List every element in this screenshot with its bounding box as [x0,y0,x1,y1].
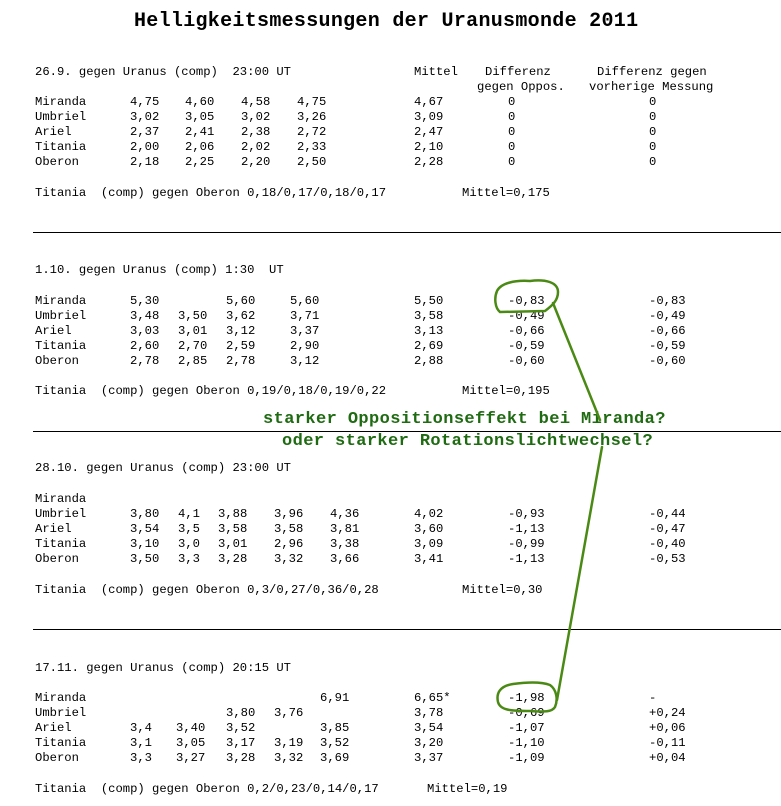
comp-line: Titania (comp) gegen Oberon 0,3/0,27/0,36/0,28 [35,583,379,597]
measurement-value: 2,78 [130,354,160,368]
measurement-value: 3,28 [226,751,256,765]
moon-name: Ariel [35,125,72,139]
annotation-line-1: starker Oppositionseffekt bei Miranda? [263,410,666,429]
diff-oppos-value: 0 [508,95,516,109]
col-header-diff-prev-1: Differenz gegen [597,65,707,79]
mittel-value: 2,88 [414,354,444,368]
diff-prev-value: -0,49 [649,309,686,323]
measurement-value: 2,37 [130,125,160,139]
measurement-value: 4,36 [330,507,360,521]
measurement-value: 3,02 [241,110,271,124]
measurement-value: 4,75 [130,95,160,109]
moon-name: Titania [35,339,87,353]
measurement-value: 2,25 [185,155,215,169]
moon-name: Titania [35,140,87,154]
moon-name: Titania [35,537,87,551]
measurement-value: 2,59 [226,339,256,353]
measurement-value: 3,05 [185,110,215,124]
measurement-value: 3,88 [218,507,248,521]
measurement-value: 3,01 [178,324,208,338]
measurement-value: 4,58 [241,95,271,109]
diff-oppos-value: -0,93 [508,507,545,521]
diff-oppos-value: -0,83 [508,294,545,308]
mittel-value: 4,67 [414,95,444,109]
diff-oppos-value: -0,69 [508,706,545,720]
diff-prev-value: -0,59 [649,339,686,353]
diff-oppos-value: 0 [508,125,516,139]
diff-prev-value: +0,24 [649,706,686,720]
diff-prev-value: -0,40 [649,537,686,551]
measurement-value: 3,27 [176,751,206,765]
diff-oppos-value: -0,60 [508,354,545,368]
comp-mittel: Mittel=0,175 [462,186,550,200]
measurement-value: 3,76 [274,706,304,720]
section-header: 17.11. gegen Uranus (comp) 20:15 UT [35,661,291,675]
mittel-value: 2,28 [414,155,444,169]
moon-name: Oberon [35,354,79,368]
mittel-value: 3,13 [414,324,444,338]
section-header: 26.9. gegen Uranus (comp) 23:00 UT [35,65,291,79]
mittel-value: 3,09 [414,110,444,124]
mittel-value: 2,47 [414,125,444,139]
measurement-value: 5,60 [226,294,256,308]
measurement-value: 3,03 [130,324,160,338]
measurement-value: 5,60 [290,294,320,308]
measurement-value: 3,19 [274,736,304,750]
diff-oppos-value: -1,10 [508,736,545,750]
measurement-value: 2,72 [297,125,327,139]
diff-prev-value: +0,04 [649,751,686,765]
mittel-value: 3,60 [414,522,444,536]
comp-line: Titania (comp) gegen Oberon 0,18/0,17/0,18/0,17 [35,186,387,200]
moon-name: Oberon [35,155,79,169]
section-header: 28.10. gegen Uranus (comp) 23:00 UT [35,461,291,475]
diff-oppos-value: -0,66 [508,324,545,338]
diff-oppos-value: -0,59 [508,339,545,353]
measurement-value: 2,96 [274,537,304,551]
measurement-value: 3,26 [297,110,327,124]
measurement-value: 3,96 [274,507,304,521]
measurement-value: 2,60 [130,339,160,353]
measurement-value: 3,37 [290,324,320,338]
measurement-value: 5,30 [130,294,160,308]
diff-prev-value: -0,66 [649,324,686,338]
measurement-value: 3,01 [218,537,248,551]
diff-prev-value: 0 [649,155,657,169]
moon-name: Umbriel [35,110,87,124]
moon-name: Oberon [35,552,79,566]
moon-name: Miranda [35,691,87,705]
measurement-value: 2,06 [185,140,215,154]
measurement-value: 3,52 [226,721,256,735]
diff-oppos-value: -0,99 [508,537,545,551]
moon-name: Umbriel [35,507,87,521]
mittel-value: 3,58 [414,309,444,323]
moon-name: Miranda [35,492,87,506]
measurement-value: 3,5 [178,522,200,536]
diff-oppos-value: -1,13 [508,552,545,566]
measurement-value: 3,10 [130,537,160,551]
measurement-value: 2,50 [297,155,327,169]
measurement-value: 6,91 [320,691,350,705]
diff-oppos-value: -1,13 [508,522,545,536]
moon-name: Ariel [35,721,72,735]
measurement-value: 3,40 [176,721,206,735]
measurement-value: 3,62 [226,309,256,323]
col-header-mittel: Mittel [414,65,458,79]
measurement-value: 2,18 [130,155,160,169]
measurement-value: 3,3 [130,751,152,765]
measurement-value: 3,69 [320,751,350,765]
measurement-value: 3,52 [320,736,350,750]
measurement-value: 2,33 [297,140,327,154]
moon-name: Oberon [35,751,79,765]
section-divider [33,629,781,630]
comp-line: Titania (comp) gegen Oberon 0,2/0,23/0,14/0,17 [35,782,379,796]
measurement-value: 3,80 [226,706,256,720]
measurement-value: 3,66 [330,552,360,566]
diff-prev-value: - [649,691,657,705]
mittel-value: 3,37 [414,751,444,765]
diff-prev-value: +0,06 [649,721,686,735]
measurement-value: 2,41 [185,125,215,139]
mittel-value: 3,54 [414,721,444,735]
mittel-value: 2,10 [414,140,444,154]
measurement-value: 2,00 [130,140,160,154]
moon-name: Ariel [35,522,72,536]
diff-prev-value: -0,83 [649,294,686,308]
page-title: Helligkeitsmessungen der Uranusmonde 2011 [134,10,639,33]
diff-oppos-value: 0 [508,155,516,169]
diff-prev-value: -0,44 [649,507,686,521]
arrow-line-icon [557,447,602,700]
measurement-value: 2,20 [241,155,271,169]
diff-prev-value: -0,47 [649,522,686,536]
measurement-value: 4,1 [178,507,200,521]
diff-prev-value: 0 [649,95,657,109]
mittel-value: 2,69 [414,339,444,353]
measurement-value: 3,48 [130,309,160,323]
measurement-value: 3,38 [330,537,360,551]
measurement-value: 3,32 [274,751,304,765]
col-header-diff-oppos-1: Differenz [485,65,551,79]
measurement-value: 4,60 [185,95,215,109]
measurement-value: 3,58 [274,522,304,536]
diff-prev-value: -0,53 [649,552,686,566]
measurement-value: 3,0 [178,537,200,551]
measurement-value: 2,78 [226,354,256,368]
diff-oppos-value: -0,49 [508,309,545,323]
measurement-value: 3,4 [130,721,152,735]
col-header-diff-prev-2: vorherige Messung [589,80,714,94]
section-header: 1.10. gegen Uranus (comp) 1:30 UT [35,263,284,277]
arrow-line-icon [553,303,600,420]
mittel-value: 6,65* [414,691,451,705]
mittel-value: 3,09 [414,537,444,551]
measurement-value: 3,02 [130,110,160,124]
measurement-value: 3,50 [130,552,160,566]
moon-name: Umbriel [35,309,87,323]
measurement-value: 3,58 [218,522,248,536]
measurement-value: 3,28 [218,552,248,566]
diff-prev-value: -0,11 [649,736,686,750]
measurement-value: 2,38 [241,125,271,139]
measurement-value: 2,02 [241,140,271,154]
measurement-value: 3,12 [290,354,320,368]
mittel-value: 5,50 [414,294,444,308]
moon-name: Ariel [35,324,72,338]
comp-mittel: Mittel=0,195 [462,384,550,398]
measurement-value: 3,12 [226,324,256,338]
comp-mittel: Mittel=0,30 [462,583,543,597]
measurement-value: 4,75 [297,95,327,109]
comp-line: Titania (comp) gegen Oberon 0,19/0,18/0,19/0,22 [35,384,387,398]
measurement-value: 2,70 [178,339,208,353]
mittel-value: 4,02 [414,507,444,521]
measurement-value: 3,80 [130,507,160,521]
diff-prev-value: -0,60 [649,354,686,368]
measurement-value: 3,85 [320,721,350,735]
moon-name: Miranda [35,95,87,109]
col-header-diff-oppos-2: gegen Oppos. [477,80,565,94]
measurement-value: 3,54 [130,522,160,536]
measurement-value: 3,32 [274,552,304,566]
diff-prev-value: 0 [649,110,657,124]
diff-prev-value: 0 [649,140,657,154]
mittel-value: 3,20 [414,736,444,750]
measurement-value: 3,1 [130,736,152,750]
section-divider [33,232,781,233]
measurement-value: 3,05 [176,736,206,750]
comp-mittel: Mittel=0,19 [427,782,508,796]
diff-prev-value: 0 [649,125,657,139]
diff-oppos-value: -1,07 [508,721,545,735]
moon-name: Miranda [35,294,87,308]
diff-oppos-value: 0 [508,140,516,154]
measurement-value: 3,50 [178,309,208,323]
measurement-value: 2,85 [178,354,208,368]
measurement-value: 3,81 [330,522,360,536]
measurement-value: 3,3 [178,552,200,566]
measurement-value: 3,17 [226,736,256,750]
diff-oppos-value: -1,98 [508,691,545,705]
moon-name: Titania [35,736,87,750]
mittel-value: 3,41 [414,552,444,566]
measurement-value: 2,90 [290,339,320,353]
annotation-line-2: oder starker Rotationslichtwechsel? [282,432,654,451]
measurement-value: 3,71 [290,309,320,323]
mittel-value: 3,78 [414,706,444,720]
moon-name: Umbriel [35,706,87,720]
diff-oppos-value: -1,09 [508,751,545,765]
diff-oppos-value: 0 [508,110,516,124]
